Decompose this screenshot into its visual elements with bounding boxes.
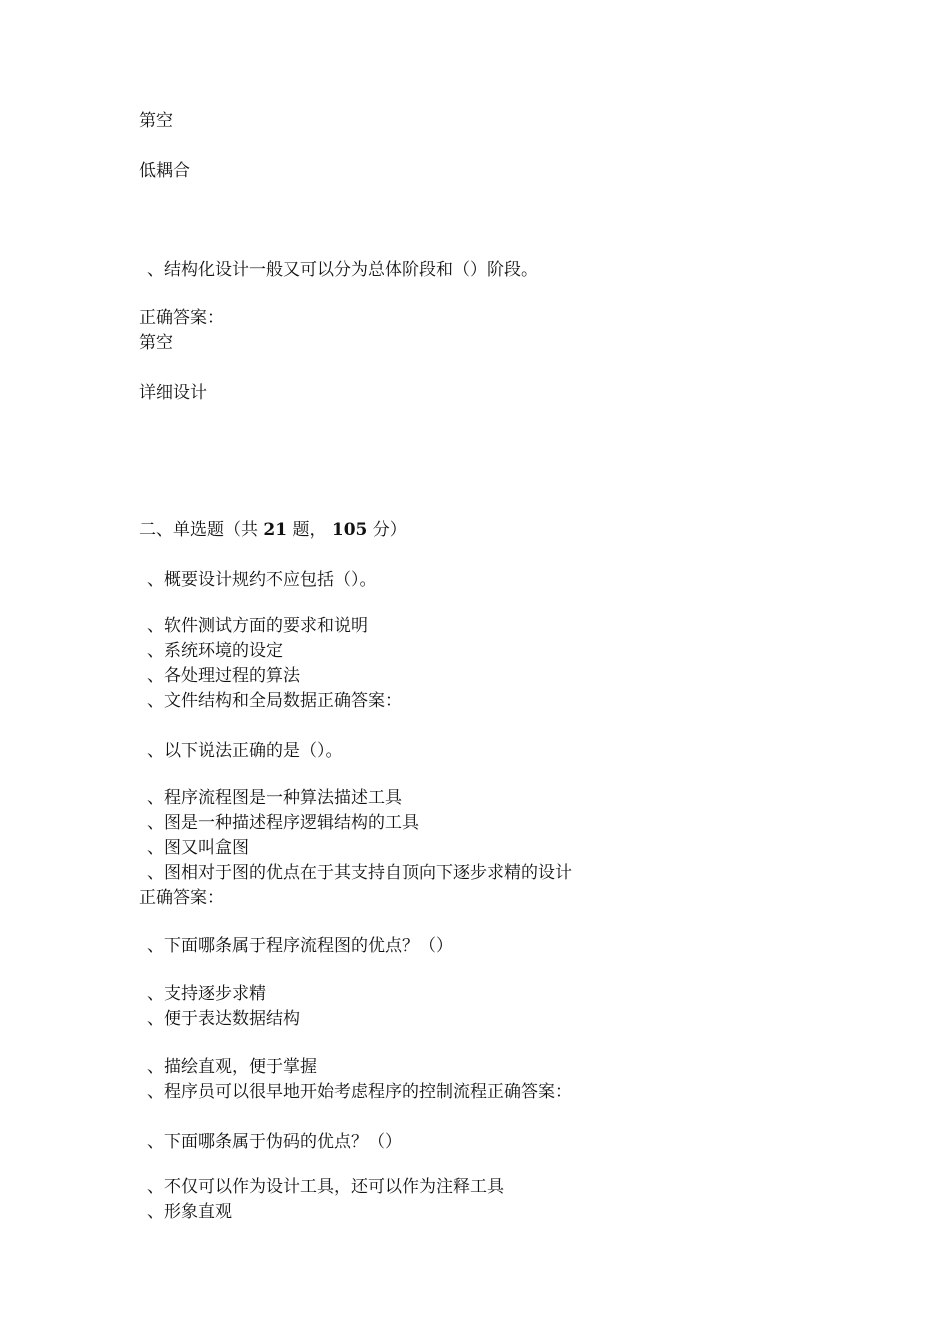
option-text: 、便于表达数据结构 xyxy=(147,1009,300,1029)
option-text: 、软件测试方面的要求和说明 xyxy=(147,616,368,636)
section-suffix: 分） xyxy=(372,520,407,540)
correct-answer-label: 正确答案： xyxy=(139,308,224,328)
section-prefix: 二、单选题（共 xyxy=(139,520,258,540)
question-text: 、下面哪条属于伪码的优点？（） xyxy=(147,1132,402,1152)
option-text: 、形象直观 xyxy=(147,1202,232,1222)
answer-text: 低耦合 xyxy=(139,161,190,181)
question-text: 、概要设计规约不应包括（）。 xyxy=(147,570,377,590)
option-text: 、图相对于图的优点在于其支持自顶向下逐步求精的设计 xyxy=(147,863,572,883)
option-text: 、程序员可以很早地开始考虑程序的控制流程正确答案： xyxy=(147,1082,572,1102)
question-text: 、结构化设计一般又可以分为总体阶段和（）阶段。 xyxy=(147,260,538,280)
option-text: 、程序流程图是一种算法描述工具 xyxy=(147,788,402,808)
option-text: 、描绘直观，便于掌握 xyxy=(147,1057,317,1077)
option-text: 、图又叫盒图 xyxy=(147,838,249,858)
option-text: 、不仅可以作为设计工具，还可以作为注释工具 xyxy=(147,1177,504,1197)
question-text: 、以下说法正确的是（）。 xyxy=(147,741,343,761)
section-mid: 题， xyxy=(292,520,327,540)
correct-answer-label: 正确答案： xyxy=(139,888,224,908)
question-text: 、下面哪条属于程序流程图的优点？（） xyxy=(147,936,453,956)
section-count: 21 xyxy=(263,520,288,540)
blank-label: 第空 xyxy=(139,333,173,353)
blank-label: 第空 xyxy=(139,111,173,131)
option-text: 、各处理过程的算法 xyxy=(147,666,300,686)
answer-text: 详细设计 xyxy=(139,383,207,403)
section-score: 105 xyxy=(331,520,368,540)
option-text: 、系统环境的设定 xyxy=(147,641,283,661)
section-heading xyxy=(139,519,407,541)
option-text: 、支持逐步求精 xyxy=(147,984,266,1004)
option-text: 、图是一种描述程序逻辑结构的工具 xyxy=(147,813,419,833)
option-text: 、文件结构和全局数据正确答案： xyxy=(147,691,402,711)
